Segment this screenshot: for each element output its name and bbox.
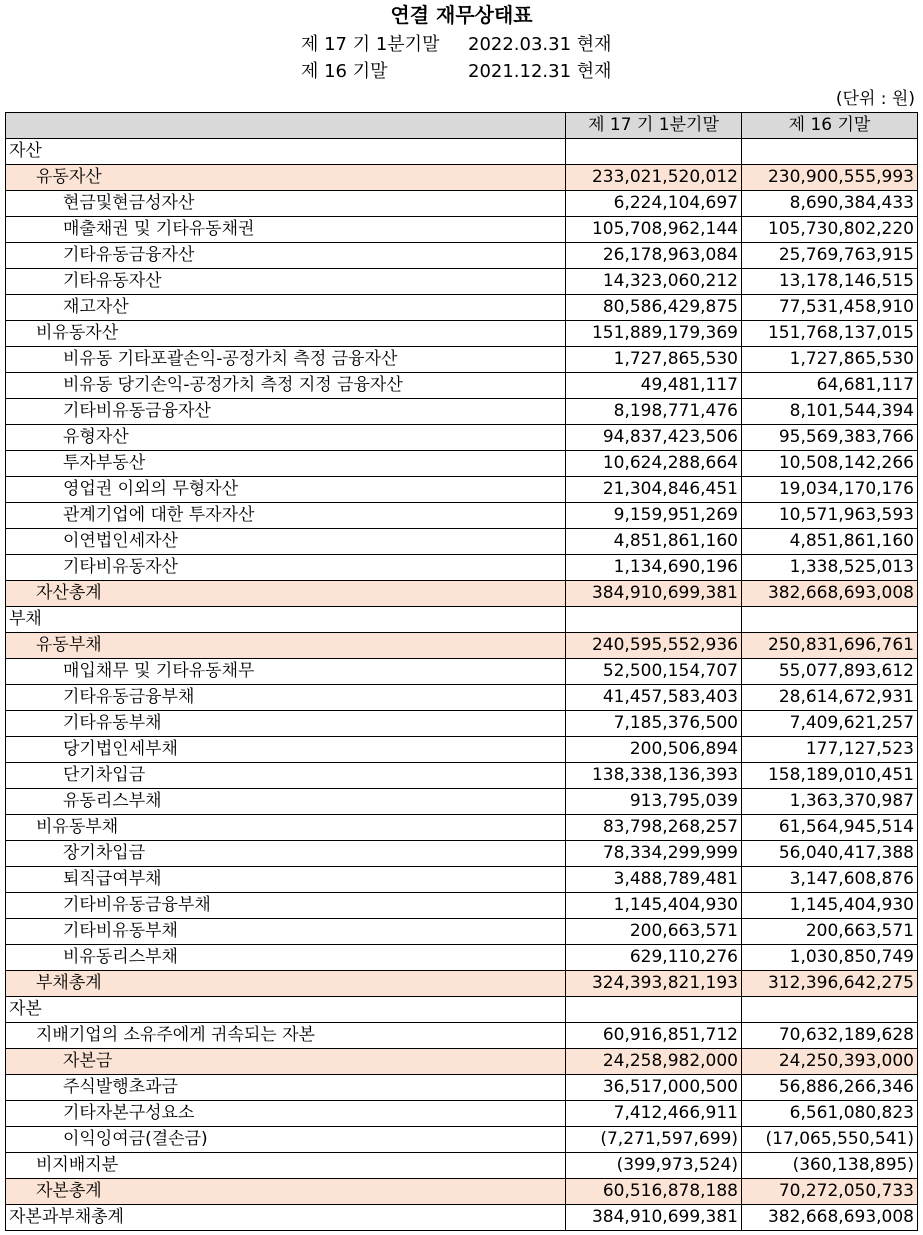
value-prior-period: (360,138,895): [742, 1153, 918, 1179]
table-row: [6, 737, 918, 763]
account-name: 유동리스부채: [6, 789, 566, 815]
value-current-period: 83,798,268,257: [566, 815, 742, 841]
value-current-period: 240,595,552,936: [566, 633, 742, 659]
value-prior-period: 19,034,170,176: [742, 477, 918, 503]
table-row: [6, 165, 918, 191]
header-current-period: 제 17 기 1분기말: [566, 113, 742, 139]
value-current-period: 7,412,466,911: [566, 1101, 742, 1127]
period-current-date: 2022.03.31 현재: [468, 34, 612, 55]
value-prior-period: 382,668,693,008: [742, 581, 918, 607]
account-name: 주식발행초과금: [6, 1075, 566, 1101]
account-name: 자본: [6, 997, 566, 1023]
value-current-period: 9,159,951,269: [566, 503, 742, 529]
value-current-period: 1,727,865,530: [566, 347, 742, 373]
value-current-period: 26,178,963,084: [566, 243, 742, 269]
value-current-period: 3,488,789,481: [566, 867, 742, 893]
account-name: 비유동 당기손익-공정가치 측정 지정 금융자산: [6, 373, 566, 399]
account-name: 기타비유동금융부채: [6, 893, 566, 919]
account-name: 비유동리스부채: [6, 945, 566, 971]
value-current-period: [566, 997, 742, 1023]
value-current-period: 80,586,429,875: [566, 295, 742, 321]
value-prior-period: 312,396,642,275: [742, 971, 918, 997]
value-prior-period: 4,851,861,160: [742, 529, 918, 555]
table-row: [6, 1153, 918, 1179]
value-current-period: 1,145,404,930: [566, 893, 742, 919]
value-current-period: 200,506,894: [566, 737, 742, 763]
value-current-period: 52,500,154,707: [566, 659, 742, 685]
value-current-period: 10,624,288,664: [566, 451, 742, 477]
value-current-period: (7,271,597,699): [566, 1127, 742, 1153]
value-current-period: (399,973,524): [566, 1153, 742, 1179]
account-name: 단기차입금: [6, 763, 566, 789]
value-current-period: 384,910,699,381: [566, 1205, 742, 1231]
report-title: 연결 재무상태표: [390, 3, 533, 27]
value-current-period: 21,304,846,451: [566, 477, 742, 503]
account-name: 기타유동부채: [6, 711, 566, 737]
account-name: 기타비유동자산: [6, 555, 566, 581]
table-row: [6, 919, 918, 945]
value-prior-period: 24,250,393,000: [742, 1049, 918, 1075]
value-prior-period: 1,338,525,013: [742, 555, 918, 581]
account-name: 자본총계: [6, 1179, 566, 1205]
value-prior-period: 8,690,384,433: [742, 191, 918, 217]
account-name: 비유동 기타포괄손익-공정가치 측정 금융자산: [6, 347, 566, 373]
value-prior-period: 77,531,458,910: [742, 295, 918, 321]
value-prior-period: [742, 607, 918, 633]
account-name: 관계기업에 대한 투자자산: [6, 503, 566, 529]
account-name: 투자부동산: [6, 451, 566, 477]
table-row: [6, 217, 918, 243]
table-row: [6, 685, 918, 711]
account-name: 이익잉여금(결손금): [6, 1127, 566, 1153]
table-row: [6, 425, 918, 451]
account-name: 현금및현금성자산: [6, 191, 566, 217]
account-name: 비유동부채: [6, 815, 566, 841]
account-name: 유동부채: [6, 633, 566, 659]
period-current-label: 제 17 기 1분기말: [301, 34, 440, 55]
account-name: 매입채무 및 기타유동채무: [6, 659, 566, 685]
table-row: [6, 529, 918, 555]
table-row: [6, 243, 918, 269]
account-name: 유동자산: [6, 165, 566, 191]
value-prior-period: 56,040,417,388: [742, 841, 918, 867]
value-current-period: 14,323,060,212: [566, 269, 742, 295]
value-current-period: 6,224,104,697: [566, 191, 742, 217]
value-prior-period: 1,145,404,930: [742, 893, 918, 919]
table-row: [6, 1205, 918, 1231]
account-name: 자산: [6, 139, 566, 165]
value-current-period: 8,198,771,476: [566, 399, 742, 425]
value-current-period: 913,795,039: [566, 789, 742, 815]
value-current-period: 324,393,821,193: [566, 971, 742, 997]
value-prior-period: 1,030,850,749: [742, 945, 918, 971]
account-name: 당기법인세부채: [6, 737, 566, 763]
value-prior-period: 64,681,117: [742, 373, 918, 399]
table-row: [6, 867, 918, 893]
table-row: [6, 347, 918, 373]
value-current-period: 233,021,520,012: [566, 165, 742, 191]
account-name: 부채: [6, 607, 566, 633]
account-name: 비지배지분: [6, 1153, 566, 1179]
value-prior-period: 70,632,189,628: [742, 1023, 918, 1049]
value-current-period: 36,517,000,500: [566, 1075, 742, 1101]
value-prior-period: [742, 139, 918, 165]
value-prior-period: 177,127,523: [742, 737, 918, 763]
table-row: [6, 763, 918, 789]
table-row: [6, 581, 918, 607]
value-prior-period: 230,900,555,993: [742, 165, 918, 191]
value-current-period: 60,516,878,188: [566, 1179, 742, 1205]
table-row: [6, 711, 918, 737]
account-name: 부채총계: [6, 971, 566, 997]
table-row: [6, 269, 918, 295]
account-name: 자산총계: [6, 581, 566, 607]
value-prior-period: 250,831,696,761: [742, 633, 918, 659]
value-current-period: 138,338,136,393: [566, 763, 742, 789]
value-prior-period: 7,409,621,257: [742, 711, 918, 737]
value-prior-period: 25,769,763,915: [742, 243, 918, 269]
account-name: 영업권 이외의 무형자산: [6, 477, 566, 503]
account-name: 매출채권 및 기타유동채권: [6, 217, 566, 243]
table-row: [6, 815, 918, 841]
account-name: 자본금: [6, 1049, 566, 1075]
table-row: [6, 1075, 918, 1101]
value-prior-period: 55,077,893,612: [742, 659, 918, 685]
account-name: 기타비유동금융자산: [6, 399, 566, 425]
table-row: [6, 945, 918, 971]
table-row: [6, 503, 918, 529]
value-current-period: 105,708,962,144: [566, 217, 742, 243]
table-row: [6, 477, 918, 503]
value-current-period: 49,481,117: [566, 373, 742, 399]
value-prior-period: [742, 997, 918, 1023]
value-prior-period: 1,727,865,530: [742, 347, 918, 373]
value-prior-period: 6,561,080,823: [742, 1101, 918, 1127]
value-current-period: 94,837,423,506: [566, 425, 742, 451]
table-row: [6, 373, 918, 399]
value-current-period: 151,889,179,369: [566, 321, 742, 347]
value-prior-period: 28,614,672,931: [742, 685, 918, 711]
value-prior-period: 158,189,010,451: [742, 763, 918, 789]
period-current: [301, 33, 612, 57]
table-row: [6, 633, 918, 659]
account-name: 비유동자산: [6, 321, 566, 347]
account-name: 유형자산: [6, 425, 566, 451]
value-prior-period: 95,569,383,766: [742, 425, 918, 451]
value-current-period: 78,334,299,999: [566, 841, 742, 867]
period-prior-label: 제 16 기말: [301, 61, 388, 82]
value-current-period: 200,663,571: [566, 919, 742, 945]
value-current-period: 60,916,851,712: [566, 1023, 742, 1049]
value-prior-period: 56,886,266,346: [742, 1075, 918, 1101]
account-name: 기타비유동부채: [6, 919, 566, 945]
account-name: 지배기업의 소유주에게 귀속되는 자본: [6, 1023, 566, 1049]
value-prior-period: 70,272,050,733: [742, 1179, 918, 1205]
account-name: 재고자산: [6, 295, 566, 321]
value-prior-period: 200,663,571: [742, 919, 918, 945]
value-current-period: [566, 607, 742, 633]
table-row: [6, 893, 918, 919]
table-row: [6, 1127, 918, 1153]
header-prior-period: 제 16 기말: [742, 113, 918, 139]
period-prior: [301, 60, 612, 84]
table-row: [6, 1049, 918, 1075]
table-row: [6, 997, 918, 1023]
account-name: 기타자본구성요소: [6, 1101, 566, 1127]
value-prior-period: 10,571,963,593: [742, 503, 918, 529]
account-name: 기타유동금융부채: [6, 685, 566, 711]
table-row: [6, 555, 918, 581]
value-current-period: [566, 139, 742, 165]
table-row: [6, 1101, 918, 1127]
account-name: 기타유동금융자산: [6, 243, 566, 269]
table-row: [6, 659, 918, 685]
value-prior-period: 61,564,945,514: [742, 815, 918, 841]
balance-sheet-table: [5, 112, 918, 1231]
value-prior-period: 8,101,544,394: [742, 399, 918, 425]
table-row: [6, 451, 918, 477]
value-prior-period: 13,178,146,515: [742, 269, 918, 295]
table-row: [6, 139, 918, 165]
account-name: 기타유동자산: [6, 269, 566, 295]
table-row: [6, 1023, 918, 1049]
value-prior-period: 151,768,137,015: [742, 321, 918, 347]
table-row: [6, 399, 918, 425]
value-current-period: 384,910,699,381: [566, 581, 742, 607]
value-current-period: 24,258,982,000: [566, 1049, 742, 1075]
value-current-period: 1,134,690,196: [566, 555, 742, 581]
account-name: 장기차입금: [6, 841, 566, 867]
value-prior-period: (17,065,550,541): [742, 1127, 918, 1153]
value-current-period: 7,185,376,500: [566, 711, 742, 737]
table-row: [6, 607, 918, 633]
account-name: 퇴직급여부채: [6, 867, 566, 893]
value-prior-period: 10,508,142,266: [742, 451, 918, 477]
table-row: [6, 789, 918, 815]
value-prior-period: 382,668,693,008: [742, 1205, 918, 1231]
table-row: [6, 1179, 918, 1205]
table-row: [6, 321, 918, 347]
table-row: [6, 191, 918, 217]
table-row: [6, 971, 918, 997]
account-name: 자본과부채총계: [6, 1205, 566, 1231]
table-row: [6, 295, 918, 321]
unit-label: (단위 : 원): [835, 89, 915, 109]
table-row: [6, 841, 918, 867]
value-current-period: 4,851,861,160: [566, 529, 742, 555]
value-prior-period: 105,730,802,220: [742, 217, 918, 243]
value-current-period: 41,457,583,403: [566, 685, 742, 711]
period-prior-date: 2021.12.31 현재: [468, 61, 612, 82]
table-header-row: [6, 113, 918, 139]
value-current-period: 629,110,276: [566, 945, 742, 971]
value-prior-period: 3,147,608,876: [742, 867, 918, 893]
header-account: [6, 113, 566, 139]
account-name: 이연법인세자산: [6, 529, 566, 555]
value-prior-period: 1,363,370,987: [742, 789, 918, 815]
